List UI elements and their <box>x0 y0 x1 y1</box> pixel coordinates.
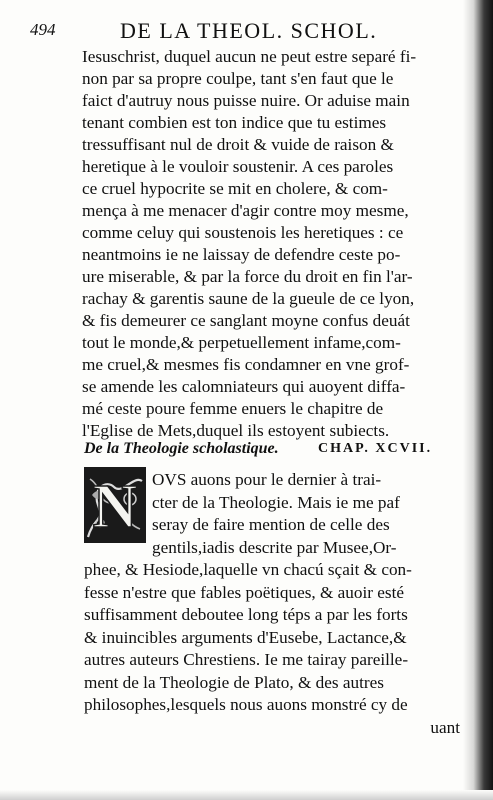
text-line: heretique à le vouloir soustenir. A ces paroles <box>82 157 394 176</box>
chapter-title: De la Theologie scholastique. <box>84 440 279 457</box>
text-line: fesse n'estre que fables poëtiques, & auoir esté <box>84 582 404 602</box>
page-header <box>30 18 460 43</box>
text-line: gentils,iadis descrite par Musee,Or- <box>152 537 397 557</box>
page-number: 494 <box>30 20 56 39</box>
page-edge-shadow <box>463 0 493 800</box>
chapter-body <box>84 469 460 739</box>
text-line: l'Eglise de Mets,duquel ils estoyent subiects. <box>82 421 390 440</box>
text-line: rachay & garentis saune de la gueule de ce lyon, <box>82 289 415 308</box>
text-line: neantmoins ie ne laissay de defendre ceste po- <box>82 245 401 264</box>
text-line: ure miserable, & par la force du droit en fin l'ar- <box>82 267 413 286</box>
text-line: & inuincibles arguments d'Eusebe, Lactance,& <box>84 627 407 647</box>
text-line: faict d'autruy nous puisse nuire. Or aduise main <box>82 91 410 110</box>
text-line: autres auteurs Chrestiens. Ie me tairay pareille- <box>84 650 409 669</box>
text-line: Iesuschrist, duquel aucun ne peut estre separé fi- <box>82 47 417 66</box>
text-line: me cruel,& mesmes fis condamner en vne grof- <box>82 355 410 374</box>
text-line: cter de la Theologie. Mais ie me paf <box>152 492 400 512</box>
text-line: uant <box>430 717 460 737</box>
page-bottom-shadow <box>0 790 493 800</box>
text-line: se amende les calomniateurs qui auoyent diffa- <box>82 377 406 396</box>
text-line: mença à me menacer d'agir contre moy mesme, <box>82 201 409 220</box>
text-line: phee, & Hesiode,laquelle vn chacú sçait & con- <box>84 560 412 579</box>
text-line: comme celuy qui soustenois les heretiques : ce <box>82 223 404 242</box>
text-line: mé ceste poure femme enuers le chapitre de <box>82 399 384 418</box>
text-line: ce cruel hypocrite se mit en cholere, & com- <box>82 179 388 198</box>
text-line: seray de faire mention de celle des <box>152 515 390 534</box>
chapter-heading <box>84 438 460 464</box>
text-line: suffisamment deboutee long téps a par les forts <box>84 605 408 624</box>
text-line: philosophes,lesquels nous auons monstré cy de <box>84 695 408 714</box>
text-line: tressuffisant nul de droit & vuide de raison & <box>82 135 394 154</box>
text-line: tenant combien est ton indice que tu estimes <box>82 113 387 132</box>
drop-cap-letter: N <box>92 473 138 541</box>
running-head: DE LA THEOL. SCHOL. <box>120 18 378 43</box>
text-line: & fis demeurer ce sanglant moyne confus deuát <box>82 311 410 330</box>
passage-text <box>82 46 458 442</box>
text-line: non par sa propre coulpe, tant s'en faut que le <box>82 69 394 88</box>
chapter-number: CHAP. XCVII. <box>318 441 433 456</box>
text-line: ment de la Theologie de Plato, & des autres <box>84 672 384 692</box>
text-line: tout le monde,& perpetuellement infame,com- <box>82 333 401 352</box>
text-line: OVS auons pour le dernier à trai- <box>152 470 382 489</box>
